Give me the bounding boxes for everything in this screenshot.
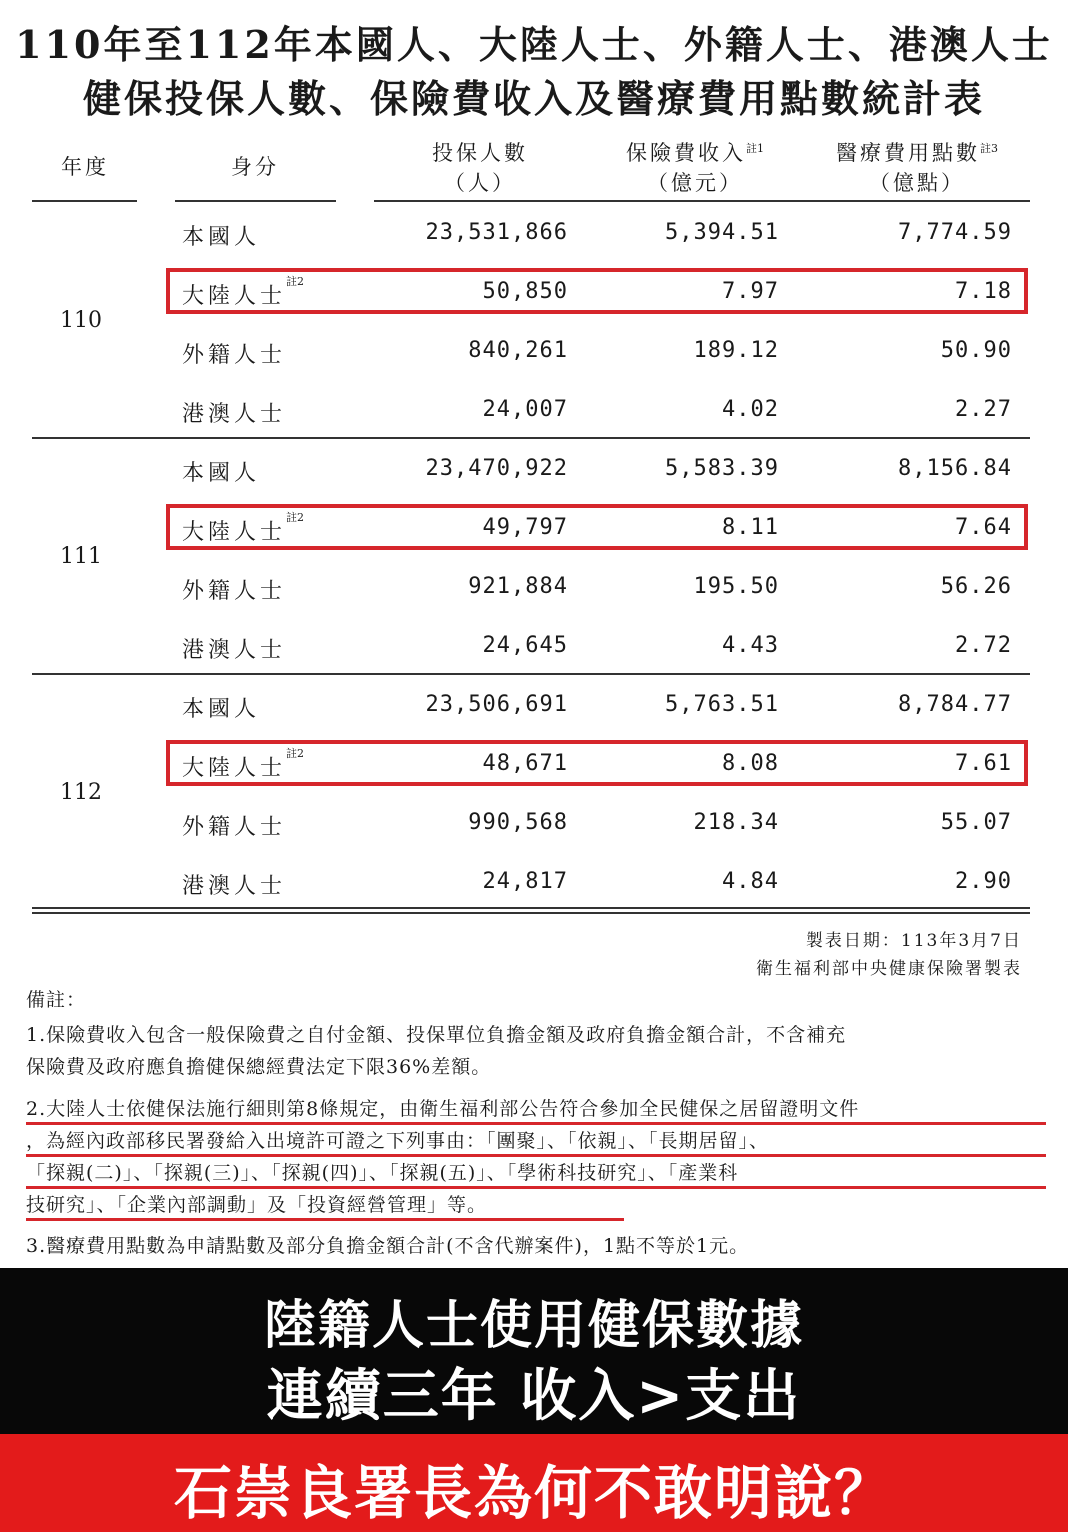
note-1-line-2: 保險費及政府應負擔健保總經費法定下限36%差額。 bbox=[26, 1056, 492, 1078]
header-insured bbox=[390, 138, 570, 198]
table-bottom-rule-2 bbox=[32, 912, 1030, 914]
medical-112-4: 2.90 bbox=[955, 869, 1012, 894]
identity-111-2-label: 大陸人士 bbox=[182, 520, 287, 545]
premium-112-2: 8.08 bbox=[722, 751, 779, 776]
header-premium bbox=[600, 138, 790, 198]
medical-110-4: 2.27 bbox=[955, 397, 1012, 422]
premium-111-4: 4.43 bbox=[722, 633, 779, 658]
year-112: 112 bbox=[60, 780, 102, 805]
identity-110-2 bbox=[182, 275, 305, 310]
premium-110-4: 4.02 bbox=[722, 397, 779, 422]
note-1-line-1: 1.保險費收入包含一般保險費之自付金額、投保單位負擔金額及政府負擔金額合計，不含補充 bbox=[26, 1024, 847, 1046]
note-2-underline-4 bbox=[26, 1218, 624, 1221]
table-date: 製表日期：113年3月7日 bbox=[805, 931, 1022, 951]
banner-line-1: 陸籍人士使用健保數據 bbox=[263, 1296, 804, 1356]
header-identity: 身分 bbox=[231, 155, 279, 179]
note-2-line-1: 2.大陸人士依健保法施行細則第8條規定，由衛生福利部公告符合參加全民健保之居留證明文件 bbox=[26, 1098, 860, 1120]
title-line-1: 110年至112年本國人、大陸人士、外籍人士、港澳人士 bbox=[15, 22, 1053, 67]
header-premium-unit: （億元） bbox=[647, 171, 743, 195]
identity-112-2-label: 大陸人士 bbox=[182, 756, 287, 781]
premium-112-1: 5,763.51 bbox=[665, 692, 779, 717]
header-premium-label: 保險費收入 bbox=[626, 141, 746, 165]
note-3: 3.醫療費用點數為申請點數及部分負擔金額合計(不含代辦案件)，1點不等於1元。 bbox=[26, 1235, 750, 1257]
identity-112-1: 本國人 bbox=[182, 697, 261, 722]
year-111: 111 bbox=[60, 544, 102, 569]
note-2-line-3: 「探親(二)」、「探親(三)」、「探親(四)」、「探親(五)」、「學術科技研究」、「產業科 bbox=[26, 1162, 739, 1184]
year-110: 110 bbox=[60, 308, 102, 333]
header-medical-unit: （億點） bbox=[869, 171, 965, 195]
medical-111-4: 2.72 bbox=[955, 633, 1012, 658]
identity-111-2-note: 註2 bbox=[286, 511, 305, 524]
insured-112-3: 990,568 bbox=[468, 810, 568, 835]
title-line-2: 健保投保人數、保險費收入及醫療費用點數統計表 bbox=[82, 76, 985, 121]
header-rule-values bbox=[374, 200, 1030, 202]
medical-110-1: 7,774.59 bbox=[898, 220, 1012, 245]
insured-111-3: 921,884 bbox=[468, 574, 568, 599]
identity-111-3: 外籍人士 bbox=[182, 579, 287, 604]
insured-110-3: 840,261 bbox=[468, 338, 568, 363]
medical-111-1: 8,156.84 bbox=[898, 456, 1012, 481]
header-insured-unit: （人） bbox=[444, 171, 516, 195]
banner-line-2: 連續三年 收入>支出 bbox=[266, 1364, 802, 1429]
identity-112-3: 外籍人士 bbox=[182, 815, 287, 840]
identity-112-2 bbox=[182, 747, 305, 782]
header-medical-note: 註3 bbox=[980, 142, 998, 155]
premium-112-4: 4.84 bbox=[722, 869, 779, 894]
identity-112-4: 港澳人士 bbox=[182, 874, 287, 899]
medical-112-2: 7.61 bbox=[955, 751, 1012, 776]
premium-111-2: 8.11 bbox=[722, 515, 779, 540]
header-medical-label: 醫療費用點數 bbox=[836, 141, 980, 165]
identity-110-2-note: 註2 bbox=[286, 275, 305, 288]
medical-110-2: 7.18 bbox=[955, 279, 1012, 304]
header-premium-note: 註1 bbox=[746, 142, 764, 155]
medical-111-3: 56.26 bbox=[940, 574, 1012, 599]
identity-110-4: 港澳人士 bbox=[182, 402, 287, 427]
insured-111-4: 24,645 bbox=[482, 633, 568, 658]
insured-111-1: 23,470,922 bbox=[425, 456, 568, 481]
medical-112-3: 55.07 bbox=[940, 810, 1012, 835]
note-2-underline-2 bbox=[26, 1154, 1046, 1157]
insured-110-2: 50,850 bbox=[482, 279, 568, 304]
notes-heading: 備註： bbox=[26, 989, 87, 1011]
premium-110-2: 7.97 bbox=[722, 279, 779, 304]
medical-111-2: 7.64 bbox=[955, 515, 1012, 540]
insured-112-4: 24,817 bbox=[482, 869, 568, 894]
table-issuer: 衛生福利部中央健康保險署製表 bbox=[756, 959, 1022, 979]
identity-110-3: 外籍人士 bbox=[182, 343, 287, 368]
note-2-line-2: ，為經內政部移民署發給入出境許可證之下列事由：「團聚」、「依親」、「長期居留」、 bbox=[26, 1130, 770, 1152]
identity-111-1: 本國人 bbox=[182, 461, 261, 486]
header-insured-label: 投保人數 bbox=[432, 141, 528, 165]
note-2-underline-1 bbox=[26, 1122, 1046, 1125]
group-divider-110 bbox=[32, 437, 1030, 439]
insured-112-2: 48,671 bbox=[482, 751, 568, 776]
identity-112-2-note: 註2 bbox=[286, 747, 305, 760]
premium-111-1: 5,583.39 bbox=[665, 456, 779, 481]
header-year: 年度 bbox=[61, 155, 109, 179]
insured-110-1: 23,531,866 bbox=[425, 220, 568, 245]
identity-110-1: 本國人 bbox=[182, 225, 261, 250]
header-rule-year bbox=[32, 200, 137, 202]
identity-111-2 bbox=[182, 511, 305, 546]
header-medical bbox=[812, 138, 1022, 198]
note-2-underline-3 bbox=[26, 1186, 1046, 1189]
premium-111-3: 195.50 bbox=[693, 574, 779, 599]
banner-line-3: 石崇良署長為何不敢明說？ bbox=[173, 1459, 894, 1527]
insured-111-2: 49,797 bbox=[482, 515, 568, 540]
group-divider-111 bbox=[32, 673, 1030, 675]
premium-112-3: 218.34 bbox=[693, 810, 779, 835]
table-bottom-rule-1 bbox=[32, 907, 1030, 909]
note-2-line-4: 技研究」、「企業內部調動」及「投資經營管理」等。 bbox=[26, 1194, 488, 1216]
header-rule-identity bbox=[175, 200, 336, 202]
medical-110-3: 50.90 bbox=[940, 338, 1012, 363]
insured-110-4: 24,007 bbox=[482, 397, 568, 422]
premium-110-1: 5,394.51 bbox=[665, 220, 779, 245]
identity-110-2-label: 大陸人士 bbox=[182, 284, 287, 309]
medical-112-1: 8,784.77 bbox=[898, 692, 1012, 717]
insured-112-1: 23,506,691 bbox=[425, 692, 568, 717]
identity-111-4: 港澳人士 bbox=[182, 638, 287, 663]
premium-110-3: 189.12 bbox=[693, 338, 779, 363]
